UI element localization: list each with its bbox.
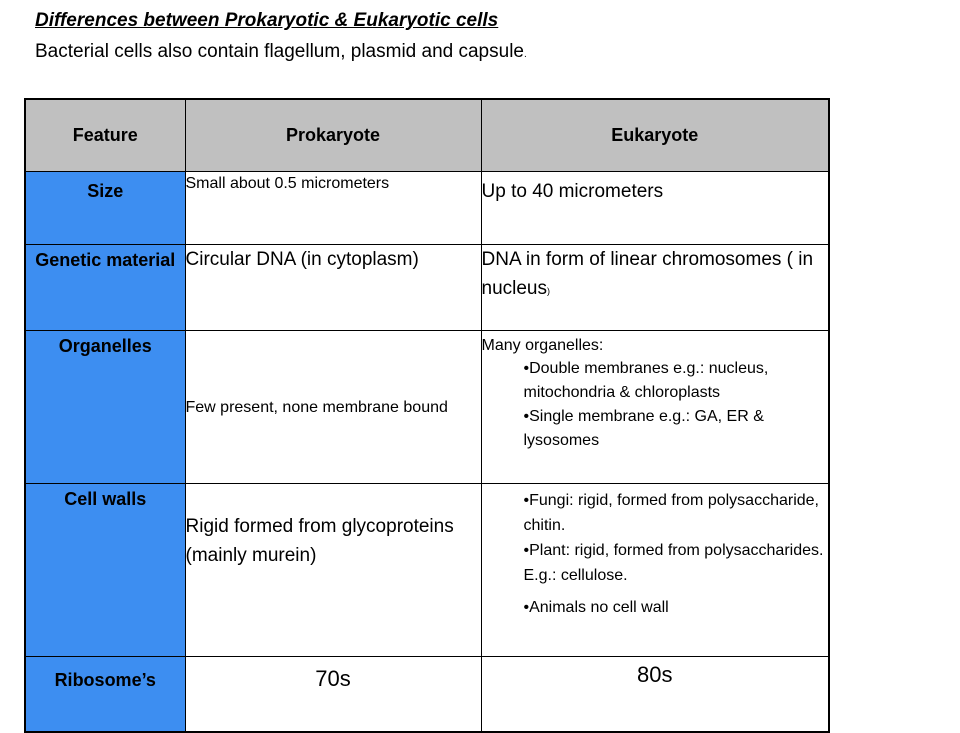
header-feature: Feature <box>25 99 185 172</box>
eukaryote-size-text: Up to 40 micrometers <box>481 181 664 202</box>
table-row <box>25 331 829 484</box>
eukaryote-cell-walls <box>481 484 829 657</box>
feature-size: Size <box>25 172 185 245</box>
prokaryote-ribosomes <box>185 657 481 733</box>
eukaryote-ribosomes <box>481 657 829 733</box>
prokaryote-genetic <box>185 245 481 331</box>
list-item: •Single membrane e.g.: GA, ER & lysosomes <box>523 408 764 449</box>
page-title: Differences between Prokaryotic & Eukaryotic cells <box>35 10 499 31</box>
header-eukaryote: Eukaryote <box>481 99 829 172</box>
eukaryote-organelles <box>481 331 829 484</box>
prokaryote-size-text: Small about 0.5 micrometers <box>185 175 390 192</box>
feature-cell-walls: Cell walls <box>25 484 185 657</box>
table-row <box>25 484 829 657</box>
header-prokaryote: Prokaryote <box>185 99 481 172</box>
list-item: •Animals no cell wall <box>523 599 669 616</box>
list-item: •Plant: rigid, formed from polysaccharides. E.g.: cellulose. <box>523 542 824 584</box>
list-item: •Double membranes e.g.: nucleus, mitochondria & chloroplasts <box>523 360 769 401</box>
subtitle-text: Bacterial cells also contain flagellum, plasmid and capsule <box>35 41 524 62</box>
feature-ribosomes: Ribosome’s <box>25 657 185 733</box>
table-row <box>25 172 829 245</box>
prokaryote-genetic-text: Circular DNA (in cytoplasm) <box>185 249 419 270</box>
prokaryote-organelles-text: Few present, none membrane bound <box>185 398 448 416</box>
prokaryote-organelles <box>185 331 481 484</box>
subtitle-period: . <box>523 49 527 60</box>
eukaryote-genetic-text <box>482 245 829 306</box>
feature-genetic-material: Genetic material <box>25 245 185 331</box>
table-row <box>25 657 829 733</box>
eukaryote-organelles-intro: Many organelles: <box>481 337 604 354</box>
prokaryote-size <box>185 172 481 245</box>
prokaryote-ribosomes-text: 70s <box>315 666 351 691</box>
eukaryote-ribosomes-text: 80s <box>637 662 673 687</box>
eukaryote-genetic <box>481 245 829 331</box>
page-subtitle <box>35 40 527 67</box>
header-row <box>25 99 829 172</box>
prokaryote-cell-walls <box>185 484 481 657</box>
list-item: •Fungi: rigid, formed from polysaccharide, chitin. <box>523 492 819 534</box>
eukaryote-genetic-close: ) <box>547 286 550 296</box>
prokaryote-cell-walls-text: Rigid formed from glycoproteins (mainly murein) <box>185 516 454 566</box>
feature-organelles: Organelles <box>25 331 185 484</box>
eukaryote-size <box>481 172 829 245</box>
table-row <box>25 245 829 331</box>
comparison-table <box>24 98 830 733</box>
eukaryote-genetic-main: DNA in form of linear chromosomes ( in nucleus <box>481 249 814 299</box>
